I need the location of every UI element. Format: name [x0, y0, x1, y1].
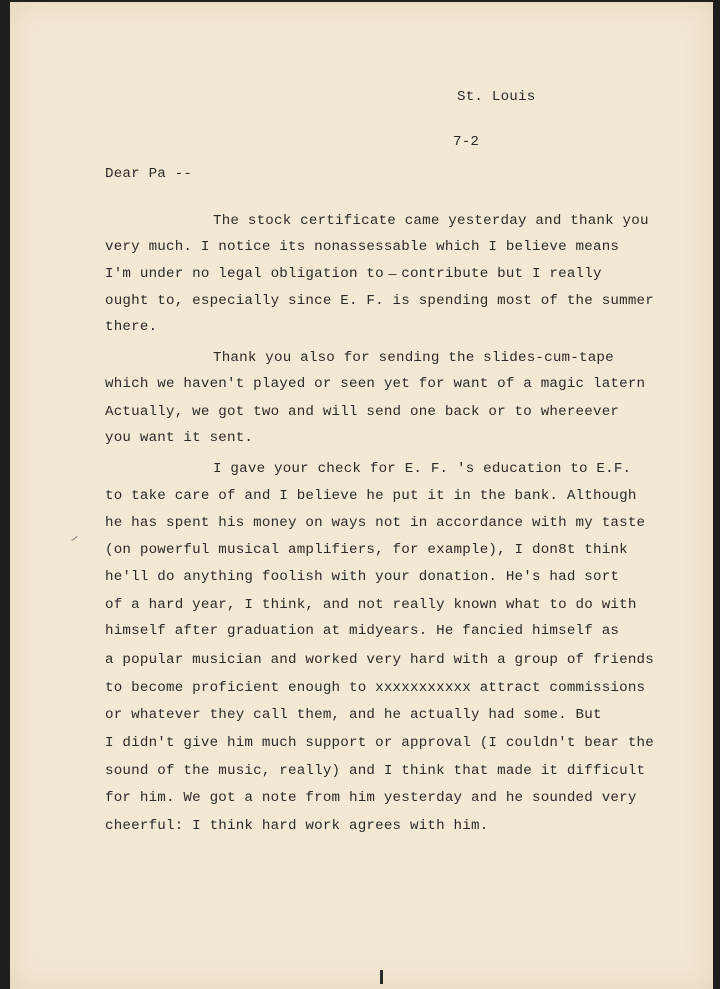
body-line: I gave your check for E. F. 's education to E.F.: [213, 461, 632, 477]
body-line: very much. I notice its nonassessable which I believe means: [105, 239, 620, 255]
body-line: which we haven't played or seen yet for want of a magic latern: [105, 376, 646, 392]
salutation: Dear Pa --: [105, 166, 193, 182]
body-line: of a hard year, I think, and not really known what to do with: [105, 597, 637, 613]
body-line: he has spent his money on ways not in accordance with my taste: [105, 515, 646, 531]
date-line: 7-2: [453, 134, 480, 150]
body-line: Actually, we got two and will send one back or to whereever: [105, 404, 620, 420]
body-line: to take care of and I believe he put it in the bank. Although: [105, 488, 637, 504]
place-line: St. Louis: [457, 89, 536, 105]
binding-mark: [380, 970, 383, 984]
stray-pencil-mark: [71, 536, 77, 541]
body-line: The stock certificate came yesterday and thank you: [213, 213, 649, 229]
body-line: there.: [105, 319, 158, 335]
body-line: I didn't give him much support or approval (I couldn't bear the: [105, 735, 654, 751]
body-line: cheerful: I think hard work agrees with him.: [105, 818, 489, 834]
body-line: to become proficient enough to xxxxxxxxxxx attract commissions: [105, 680, 646, 696]
body-line: a popular musician and worked very hard with a group of friends: [105, 652, 654, 668]
body-line: sound of the music, really) and I think that made it difficult: [105, 763, 646, 779]
body-line: himself after graduation at midyears. He fancied himself as: [105, 623, 620, 639]
body-line: (on powerful musical amplifiers, for example), I don8t think: [105, 542, 628, 558]
body-line: Thank you also for sending the slides-cum-tape: [213, 350, 614, 366]
body-line: you want it sent.: [105, 430, 254, 446]
body-line: or whatever they call them, and he actually had some. But: [105, 707, 602, 723]
body-line: I'm under no legal obligation to ̶ contribute but I really: [105, 266, 602, 282]
body-line: he'll do anything foolish with your donation. He's had sort: [105, 569, 620, 585]
body-line: ought to, especially since E. F. is spending most of the summer: [105, 293, 654, 309]
body-line: for him. We got a note from him yesterday and he sounded very: [105, 790, 637, 806]
letter-page: [10, 2, 713, 989]
